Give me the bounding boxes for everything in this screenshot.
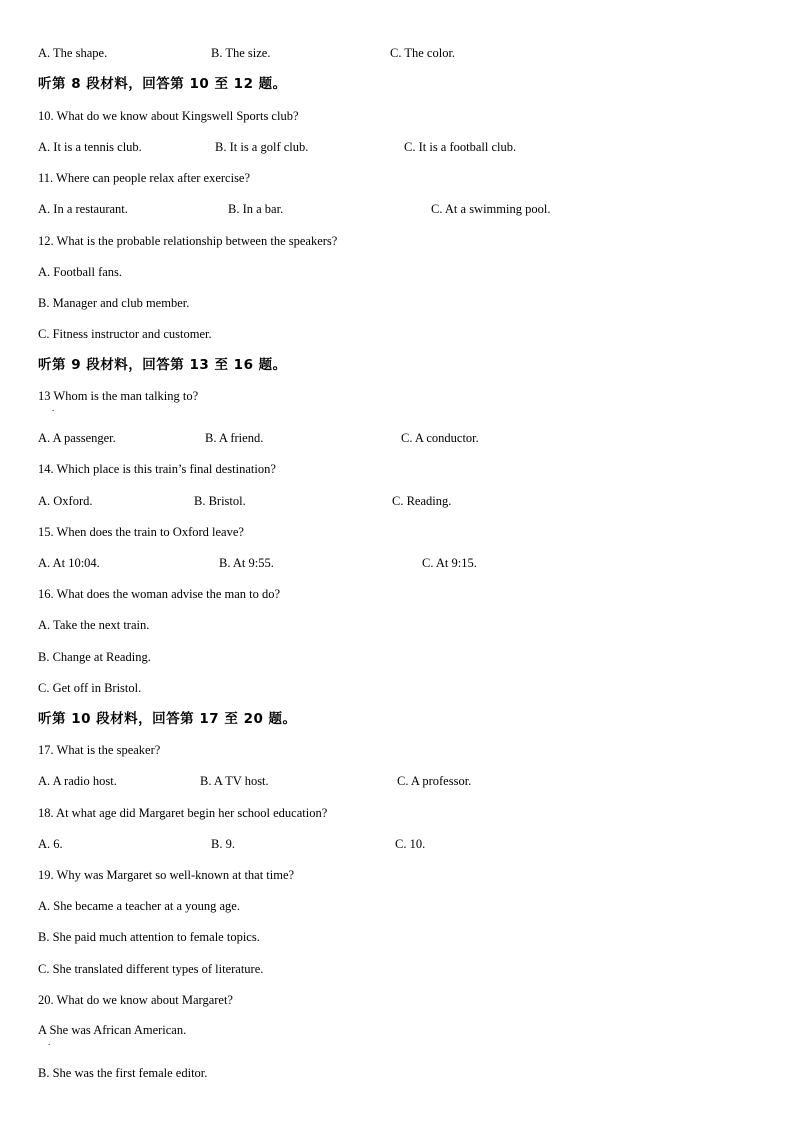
question-18: 18. At what age did Margaret begin her school education? bbox=[38, 806, 328, 820]
question-19: 19. Why was Margaret so well-known at that time? bbox=[38, 868, 295, 882]
q19-option-a: A. She became a teacher at a young age. bbox=[38, 899, 240, 913]
q11-option-c: C. At a swimming pool. bbox=[431, 202, 551, 216]
q20-option-b: B. She was the first female editor. bbox=[38, 1066, 208, 1080]
q9-option-b: B. The size. bbox=[211, 46, 271, 60]
q9-option-a: A. The shape. bbox=[38, 46, 108, 60]
question-11: 11. Where can people relax after exercise? bbox=[38, 171, 251, 185]
q13-option-b: B. A friend. bbox=[205, 431, 264, 445]
stray-dot-mark-2: . bbox=[48, 1037, 51, 1047]
q18-option-a: A. 6. bbox=[38, 837, 63, 851]
q15-option-a: A. At 10:04. bbox=[38, 556, 100, 570]
q10-option-b: B. It is a golf club. bbox=[215, 140, 309, 154]
q20-option-a: A She was African American. bbox=[38, 1023, 187, 1037]
q16-option-a: A. Take the next train. bbox=[38, 618, 150, 632]
stray-dot-mark: . bbox=[52, 403, 55, 413]
question-10: 10. What do we know about Kingswell Sports club? bbox=[38, 109, 299, 123]
q12-option-b: B. Manager and club member. bbox=[38, 296, 190, 310]
q9-option-c: C. The color. bbox=[390, 46, 456, 60]
section-heading-10: 听第 10 段材料，回答第 17 至 20 题。 bbox=[38, 711, 297, 727]
q12-option-a: A. Football fans. bbox=[38, 265, 123, 279]
q18-option-b: B. 9. bbox=[211, 837, 235, 851]
question-16: 16. What does the woman advise the man to do? bbox=[38, 587, 281, 601]
q12-option-c: C. Fitness instructor and customer. bbox=[38, 327, 212, 341]
q13-option-a: A. A passenger. bbox=[38, 431, 116, 445]
q10-option-a: A. It is a tennis club. bbox=[38, 140, 142, 154]
question-20: 20. What do we know about Margaret? bbox=[38, 993, 233, 1007]
q15-option-b: B. At 9:55. bbox=[219, 556, 274, 570]
section-heading-8: 听第 8 段材料，回答第 10 至 12 题。 bbox=[38, 76, 287, 92]
q16-option-c: C. Get off in Bristol. bbox=[38, 681, 142, 695]
q11-option-a: A. In a restaurant. bbox=[38, 202, 128, 216]
q17-option-b: B. A TV host. bbox=[200, 774, 269, 788]
q15-option-c: C. At 9:15. bbox=[422, 556, 477, 570]
q14-option-a: A. Oxford. bbox=[38, 494, 93, 508]
q19-option-c: C. She translated different types of literature. bbox=[38, 962, 264, 976]
section-heading-9: 听第 9 段材料，回答第 13 至 16 题。 bbox=[38, 357, 287, 373]
q11-option-b: B. In a bar. bbox=[228, 202, 284, 216]
q19-option-b: B. She paid much attention to female topics. bbox=[38, 930, 260, 944]
q17-option-a: A. A radio host. bbox=[38, 774, 117, 788]
q13-option-c: C. A conductor. bbox=[401, 431, 479, 445]
q10-option-c: C. It is a football club. bbox=[404, 140, 517, 154]
question-12: 12. What is the probable relationship between the speakers? bbox=[38, 234, 338, 248]
q14-option-c: C. Reading. bbox=[392, 494, 452, 508]
question-13: 13 Whom is the man talking to? bbox=[38, 389, 199, 403]
question-15: 15. When does the train to Oxford leave? bbox=[38, 525, 244, 539]
q16-option-b: B. Change at Reading. bbox=[38, 650, 151, 664]
q17-option-c: C. A professor. bbox=[397, 774, 472, 788]
question-17: 17. What is the speaker? bbox=[38, 743, 161, 757]
q14-option-b: B. Bristol. bbox=[194, 494, 246, 508]
question-14: 14. Which place is this train’s final destination? bbox=[38, 462, 276, 476]
q18-option-c: C. 10. bbox=[395, 837, 426, 851]
